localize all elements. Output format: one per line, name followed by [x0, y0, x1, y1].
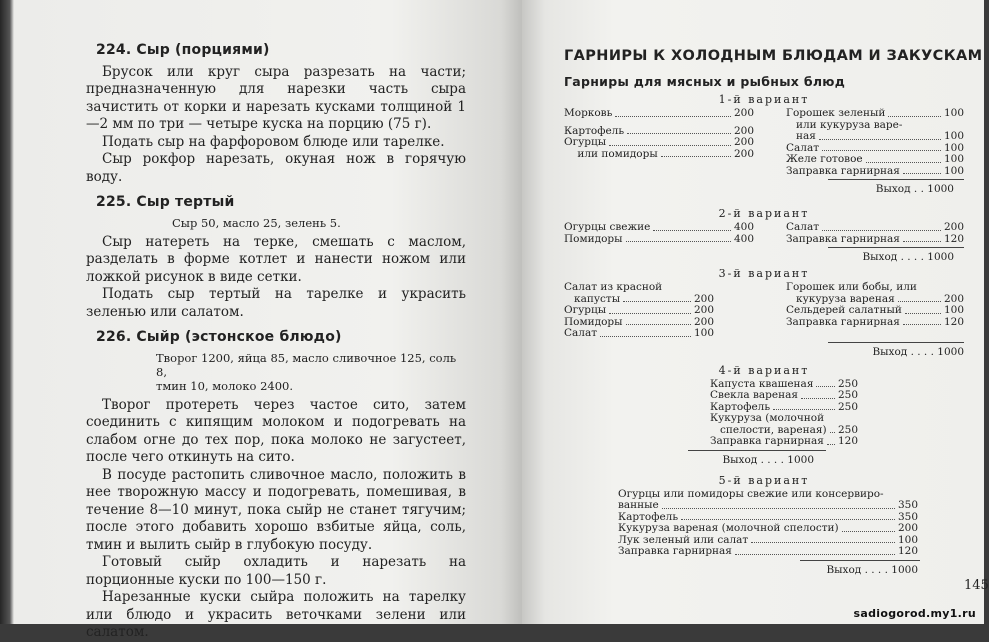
ingredient-quantity: 120 — [943, 232, 964, 245]
right-page — [522, 0, 989, 624]
leader-dots — [903, 317, 941, 326]
ingredient-name: или кукуруза варе- — [786, 118, 903, 131]
ingredient-row — [618, 546, 918, 558]
ingredient-row — [786, 234, 964, 246]
ingredient-name: Заправка гарнирная — [786, 164, 900, 177]
ingredient-quantity: 100 — [943, 130, 964, 142]
leader-dots — [905, 305, 941, 314]
right-page-content — [564, 48, 989, 593]
variant-5-sum-line — [800, 560, 920, 561]
ingredient-name: ванные — [618, 499, 659, 511]
variant-3-table — [564, 282, 964, 340]
ingredient-row — [564, 222, 754, 234]
variant-3-sum-line — [828, 342, 964, 343]
variant-4-column — [710, 379, 858, 448]
ingredient-quantity: 200 — [733, 147, 754, 160]
ingredient-row — [710, 390, 858, 402]
leader-dots — [819, 131, 941, 140]
leader-dots — [903, 166, 941, 175]
leader-dots — [600, 328, 691, 337]
ingredient-row — [786, 305, 964, 317]
ingredient-name: Помидоры — [564, 315, 623, 328]
leader-dots — [735, 546, 895, 555]
leader-dots — [751, 535, 895, 544]
ingredient-name: Картофель — [618, 510, 679, 523]
ingredient-row — [786, 166, 964, 178]
ingredient-name: Салат — [786, 141, 820, 154]
ingredient-quantity: 120 — [943, 315, 964, 328]
ingredient-name: Картофель — [710, 400, 771, 413]
variant-4-sum-line — [688, 450, 826, 451]
variant-2-label: 2-й вариант — [718, 207, 810, 220]
ingredient-name: Сельдерей салатный — [786, 304, 902, 316]
ingredient-quantity: 400 — [733, 232, 754, 245]
leader-dots — [830, 425, 835, 434]
ingredient-quantity: 200 — [733, 124, 754, 137]
recipe-226-ingredients-line-1: Творог 1200, яйца 85, масло сливочное 125, соль 8, — [156, 350, 457, 379]
recipe-225-title: 225. Сыр тертый — [96, 194, 235, 210]
variant-1-table — [564, 108, 964, 177]
ingredient-name: Заправка гарнирная — [786, 315, 900, 328]
ingredient-quantity: 250 — [837, 400, 858, 413]
leader-dots — [609, 137, 731, 146]
variant-5-column — [618, 489, 918, 558]
ingredient-quantity: 200 — [733, 107, 754, 119]
ingredient-name: или помидоры — [564, 147, 658, 160]
variant-2-table — [564, 222, 964, 245]
ingredient-row — [618, 523, 918, 535]
ingredient-quantity: 250 — [837, 389, 858, 401]
ingredient-quantity: 200 — [693, 304, 714, 316]
leader-dots — [626, 234, 731, 243]
scan-edge-shadow — [0, 0, 14, 624]
ingredient-quantity: 100 — [943, 164, 964, 177]
ingredient-quantity: 200 — [897, 522, 918, 534]
ingredient-name: Капуста квашеная — [710, 377, 814, 390]
ingredient-quantity: 200 — [733, 136, 754, 148]
leader-dots — [842, 523, 895, 532]
ingredient-quantity: 200 — [943, 292, 964, 305]
ingredient-name: спелости, вареная) — [710, 423, 827, 436]
leader-dots — [773, 402, 835, 411]
variant-4-total: Выход . . . . 1000 — [722, 453, 814, 466]
ingredient-name: Салат — [786, 221, 820, 233]
ingredient-name: Заправка гарнирная — [618, 545, 732, 557]
leader-dots — [681, 512, 895, 521]
ingredient-name: Огурцы свежие — [564, 221, 651, 233]
leader-dots — [653, 222, 731, 231]
recipe-226-paragraph-2: В посуде растопить сливочное масло, положить в нее творожную массу и подогревать, помешивая, в течение 8—10 минут, пока сыйр не станет тягучим; после этого добавить хорошо взбитые яйца, соль, тмин и вылить сыйр в глубокую посуду. — [86, 466, 466, 553]
leader-dots — [615, 108, 731, 117]
ingredient-name: Заправка гарнирная — [786, 232, 900, 245]
leader-dots — [822, 143, 941, 152]
leader-dots — [822, 222, 941, 231]
leader-dots — [609, 305, 691, 314]
recipe-226-paragraph-1: Творог протереть через частое сито, затем соединить с кипящим молоком и подогревать на слабом огне до тех пор, пока молоко не загустеет, после чего откинуть на сито. — [86, 396, 466, 465]
ingredient-name: Желе готовое — [786, 153, 863, 165]
ingredient-name: ная — [786, 130, 816, 142]
leader-dots — [623, 294, 691, 303]
watermark-site: sadiogorod.my1.ru — [853, 607, 976, 620]
variant-2-total: Выход . . . . 1000 — [862, 251, 954, 263]
recipe-224-paragraph-3: Сыр рокфор нарезать, окуная нож в горячую воду. — [86, 151, 466, 185]
variant-2-left-column — [564, 222, 754, 245]
variant-1-total: Выход . . 1000 — [875, 183, 954, 195]
ingredient-name: Огурцы или помидоры свежие или консервиро- — [618, 487, 884, 500]
ingredient-row — [786, 108, 964, 120]
recipe-224-title: 224. Сыр (порциями) — [96, 42, 270, 58]
ingredient-row — [564, 282, 714, 294]
ingredient-row — [564, 328, 714, 340]
ingredient-quantity: 120 — [837, 435, 858, 447]
variant-3-left-column — [564, 282, 714, 340]
ingredient-row — [564, 305, 714, 317]
variant-1-sum-line — [828, 179, 964, 180]
ingredient-quantity: 200 — [943, 221, 964, 233]
variant-3-total: Выход . . . . 1000 — [872, 345, 964, 358]
ingredient-name: Кукуруза (молочной — [710, 412, 825, 424]
leader-dots — [888, 108, 941, 117]
ingredient-name: Салат — [564, 327, 598, 339]
ingredient-row — [786, 317, 964, 329]
recipe-225-paragraph-1: Сыр натереть на терке, смешать с маслом, разделать в форме котлет и нанести ножом или ложкой рисунок в виде сетки. — [86, 233, 466, 285]
ingredient-name: Горошек или бобы, или — [786, 281, 917, 293]
left-page-content — [86, 42, 466, 642]
ingredient-name: Горошек зеленый — [786, 107, 886, 119]
ingredient-quantity: 100 — [943, 153, 964, 165]
recipe-226-ingredients-line-2: тмин 10, молоко 2400. — [156, 378, 294, 393]
leader-dots — [816, 379, 835, 388]
leader-dots — [801, 390, 835, 399]
ingredient-name: Картофель — [564, 124, 625, 137]
ingredient-name: Огурцы — [564, 304, 607, 316]
ingredient-name: Кукуруза вареная (молочной спелости) — [618, 522, 839, 534]
ingredient-quantity: 350 — [897, 499, 918, 511]
ingredient-quantity: 200 — [693, 315, 714, 328]
recipe-224-paragraph-1: Брусок или круг сыра разрезать на части; предназначенную для нарезки часть сыра зачистить от корки и нарезать кусками толщиной 1—2 мм по три — четыре куска на порцию (75 г). — [86, 63, 466, 132]
variant-2-sum-line — [828, 247, 964, 248]
ingredient-row — [786, 131, 964, 143]
ingredient-name: Морковь — [564, 107, 613, 119]
section-subtitle: Гарниры для мясных и рыбных блюд — [564, 74, 846, 89]
recipe-224-paragraph-2: Подать сыр на фарфоровом блюде или тарелке. — [102, 133, 445, 150]
ingredient-name: Огурцы — [564, 136, 607, 148]
ingredient-quantity: 100 — [943, 141, 964, 154]
recipe-225-ingredients: Сыр 50, масло 25, зелень 5. — [172, 215, 341, 230]
ingredient-name: кукуруза вареная — [786, 292, 895, 305]
ingredient-row — [618, 489, 918, 501]
variant-2-right-column — [786, 222, 964, 245]
variant-1-left-column — [564, 108, 754, 177]
ingredient-quantity: 120 — [897, 545, 918, 557]
ingredient-row — [564, 108, 754, 120]
leader-dots — [626, 317, 691, 326]
ingredient-row — [786, 154, 964, 166]
ingredient-row — [786, 282, 964, 294]
leader-dots — [662, 500, 895, 509]
recipe-226-paragraph-3: Готовый сыйр охладить и нарезать на порционные куски по 100—150 г. — [86, 554, 466, 588]
variant-4-label: 4-й вариант — [718, 363, 810, 377]
ingredient-row — [786, 222, 964, 234]
ingredient-quantity: 400 — [733, 221, 754, 233]
ingredient-quantity: 200 — [693, 292, 714, 305]
ingredient-row — [564, 234, 754, 246]
variant-5-label: 5-й вариант — [718, 473, 810, 487]
ingredient-quantity: 100 — [943, 107, 964, 119]
ingredient-row — [710, 413, 858, 425]
ingredient-quantity: 100 — [693, 327, 714, 339]
ingredient-name: Заправка гарнирная — [710, 435, 824, 447]
ingredient-name: Помидоры — [564, 232, 623, 245]
ingredient-quantity: 100 — [943, 304, 964, 316]
ingredient-name: Лук зеленый или салат — [618, 533, 749, 546]
ingredient-row — [710, 436, 858, 448]
variant-3-label: 3-й вариант — [718, 267, 810, 280]
ingredient-row — [564, 149, 754, 161]
page-number: 145 — [964, 578, 989, 593]
recipe-225-paragraph-2: Подать сыр тертый на тарелке и украсить зеленью или салатом. — [86, 286, 466, 320]
variant-1-label: 1-й вариант — [718, 93, 810, 106]
leader-dots — [898, 294, 941, 303]
variant-3-right-column — [786, 282, 964, 340]
ingredient-name: Свекла вареная — [710, 389, 798, 401]
leader-dots — [903, 234, 941, 243]
ingredient-row — [564, 137, 754, 149]
ingredient-quantity: 250 — [837, 423, 858, 436]
ingredient-name: Салат из красной — [564, 281, 663, 293]
recipe-226-title: 226. Сыйр (эстонское блюдо) — [96, 329, 342, 345]
leader-dots — [827, 436, 835, 445]
ingredient-quantity: 350 — [897, 510, 918, 523]
variant-1-right-column — [786, 108, 964, 177]
leader-dots — [627, 126, 731, 135]
ingredient-quantity: 250 — [837, 377, 858, 390]
recipe-226-paragraph-4: Нарезанные куски сыйра положить на тарелку или блюдо и украсить веточками зелени или салатом. — [86, 589, 466, 640]
variant-5-total: Выход . . . . 1000 — [826, 563, 918, 576]
ingredient-name: капусты — [564, 292, 621, 305]
ingredient-quantity: 100 — [897, 533, 918, 546]
leader-dots — [866, 154, 941, 163]
section-title: ГАРНИРЫ К ХОЛОДНЫМ БЛЮДАМ И ЗАКУСКАМ — [564, 48, 983, 64]
leader-dots — [661, 149, 731, 158]
ingredient-row — [618, 500, 918, 512]
